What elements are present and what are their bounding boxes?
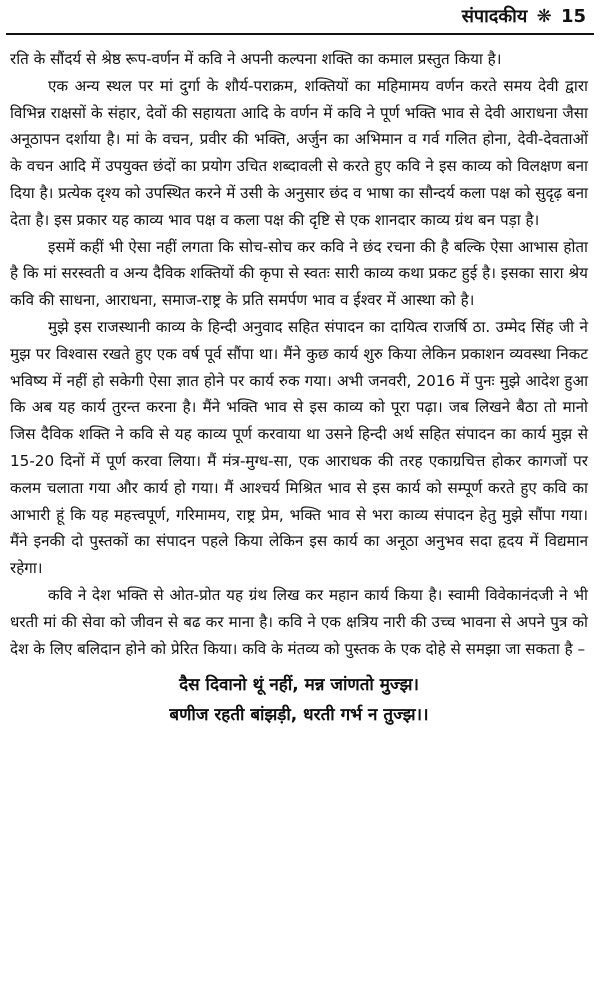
paragraph-3: इसमें कहीं भी ऐसा नहीं लगता कि सोच-सोच कर कवि ने छंद रचना की है बल्कि ऐसा आभास होता है कि मां सरस्वती व अन्य दैविक शक्तियों की कृपा से स्वतः सारी काव्य कथा प्रकट हुई है। इसका सारा श्रेय कवि की साधना, आराधना, समाज-राष्ट्र के प्रति समर्पण भाव व ईश्वर में आस्था को है।	[10, 237, 588, 310]
section-title: संपादकीय	[461, 6, 528, 27]
body-text	[10, 46, 588, 730]
paragraph-5: कवि ने देश भक्ति से ओत-प्रोत यह ग्रंथ लिख कर महान कार्य किया है। स्वामी विवेकानंदजी ने भी धरती मां की सेवा को जीवन से बढ कर माना है। कवि ने एक क्षत्रिय नारी की उच्च भावना से अपने पुत्र को देश के लिए बलिदान होने को प्रेरित किया। कवि के मंतव्य को पुस्तक के एक दोहे से समझा जा सकता है –	[10, 585, 588, 658]
couplet-line-2: बणीज रहती बांझड़ी, धरती गर्भ न तुज्झ।।	[169, 705, 429, 726]
running-header	[462, 6, 586, 28]
ornament-icon: ❋	[536, 6, 552, 27]
paragraph-2: एक अन्य स्थल पर मां दुर्गा के शौर्य-पराक्रम, शक्तियों का महिमामय वर्णन करते समय देवी द्वारा विभिन्न राक्षसों के संहार, देवों की सहायता आदि के वर्णन में कवि ने पूर्ण भक्ति भाव से देवी आराधना जैसा अनूठापन दर्शाया है। मां के वचन, प्रवीर की भक्ति, अर्जुन का अभिमान व गर्व गलित होना, देवी-देवताओं के वचन आदि में उपयुक्त छंदों का प्रयोग उचित शब्दावली से करते हुए कवि ने इस काव्य को विलक्षण बना दिया है। प्रत्येक दृश्य को उपस्थित करने में उसी के अनुसार छंद व भाषा का सौन्दर्य कला पक्ष को सुदृढ़ बना देता है। इस प्रकार यह काव्य भाव पक्ष व कला पक्ष की दृष्टि से एक शानदार काव्य ग्रंथ बन पड़ा है।	[10, 76, 588, 229]
couplet	[10, 670, 588, 730]
header-rule	[6, 33, 594, 35]
couplet-line-1: दैस दिवानो थूं नहीं, मन्न जांणतो मुज्झ।	[179, 675, 419, 696]
paragraph-4: मुझे इस राजस्थानी काव्य के हिन्दी अनुवाद सहित संपादन का दायित्व राजर्षि ठा. उम्मेद सिंह जी ने मुझ पर विश्वास रखते हुए एक वर्ष पूर्व सौंपा था। मैंने कुछ कार्य शुरु किया लेकिन प्रकाशन व्यवस्था निकट भविष्य में नहीं हो सकेगी ऐसा ज्ञात होने पर कार्य रुक गया। अभी जनवरी, 2016 में पुनः मुझे आदेश हुआ कि अब यह कार्य तुरन्त करना है। मैंने भक्ति भाव से इस काव्य को पूरा पढ़ा। जब लिखने बैठा तो मानो जिस दैविक शक्ति ने कवि से यह काव्य पूर्ण करवाया था उसने हिन्दी अर्थ सहित संपादन का कार्य मुझ से 15-20 दिनों में पूर्ण करवा लिया। मैं मंत्र-मुग्ध-सा, एक आराधक की तरह एकाग्रचित्त होकर कागजों पर कलम चलाता गया और कार्य हो गया। मैं आश्चर्य मिश्रित भाव से इस कार्य को सम्पूर्ण करते हुए कवि का आभारी हूं कि यह महत्त्वपूर्ण, गरिमामय, राष्ट्र प्रेम, भक्ति भाव से भरा काव्य संपादन हेतु मुझे सौंपा गया। मैंने इनकी दो पुस्तकों का संपादन पहले किया लेकिन इस कार्य का अनूठा अनुभव सदा हृदय में विद्यमान रहेगा।	[10, 317, 588, 578]
paragraph-1: रति के सौंदर्य से श्रेष्ठ रूप-वर्णन में कवि ने अपनी कल्पना शक्ति का कमाल प्रस्तुत किया है।	[10, 50, 502, 68]
page-number: 15	[560, 6, 586, 27]
